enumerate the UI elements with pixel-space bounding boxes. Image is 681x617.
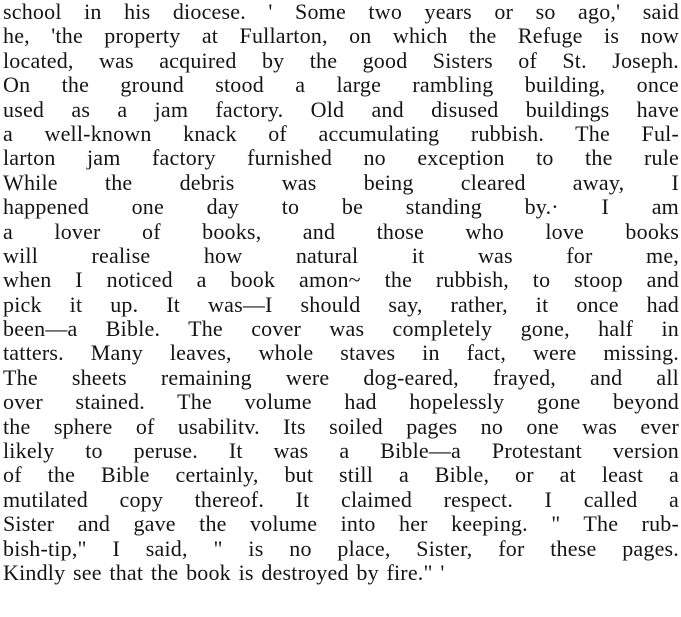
text-line: the sphere of usabilitv. Its soiled pages no one was ever xyxy=(3,414,679,439)
text-line: bish-tip," I said, " is no place, Sister, for these pages. xyxy=(3,536,679,561)
text-line: over stained. The volume had hopelessly gone beyond xyxy=(3,390,679,415)
text-line: been—a Bible. The cover was completely gone, half in xyxy=(3,317,679,342)
text-line: of the Bible certainly, but still a Bible, or at least a xyxy=(3,463,679,488)
text-line: a well-known knack of accumulating rubbish. The Ful- xyxy=(3,121,679,146)
text-line: pick it up. It was—I should say, rather, it once had xyxy=(3,292,679,317)
text-line: The sheets remaining were dog-eared, frayed, and all xyxy=(3,365,679,390)
text-line: when I noticed a book amon~ the rubbish, to stoop and xyxy=(3,268,679,293)
text-line: Sister and gave the volume into her keeping. " The rub- xyxy=(3,512,679,537)
text-line: On the ground stood a large rambling building, once xyxy=(3,73,679,98)
text-line: a lover of books, and those who love books xyxy=(3,219,679,244)
text-line: he, 'the property at Fullarton, on which the Refuge is now xyxy=(3,24,679,49)
text-line: happened one day to be standing by.· I am xyxy=(3,195,679,220)
text-line: used as a jam factory. Old and disused buildings have xyxy=(3,97,679,122)
text-line: will realise how natural it was for me, xyxy=(3,243,679,268)
text-line: school in his diocese. ' Some two years or so ago,' said xyxy=(3,0,679,24)
text-line: tatters. Many leaves, whole staves in fact, were missing. xyxy=(3,341,679,366)
text-line: mutilated copy thereof. It claimed respect. I called a xyxy=(3,487,679,512)
text-line: located, was acquired by the good Sisters of St. Joseph. xyxy=(3,48,679,73)
article-column xyxy=(3,0,679,617)
text-line: likely to peruse. It was a Bible—a Protestant version xyxy=(3,439,679,464)
text-line: While the debris was being cleared away, I xyxy=(3,170,679,195)
text-line: larton jam factory furnished no exception to the rule xyxy=(3,146,679,171)
text-line-last: Kindly see that the book is destroyed by fire." ' xyxy=(3,560,445,585)
